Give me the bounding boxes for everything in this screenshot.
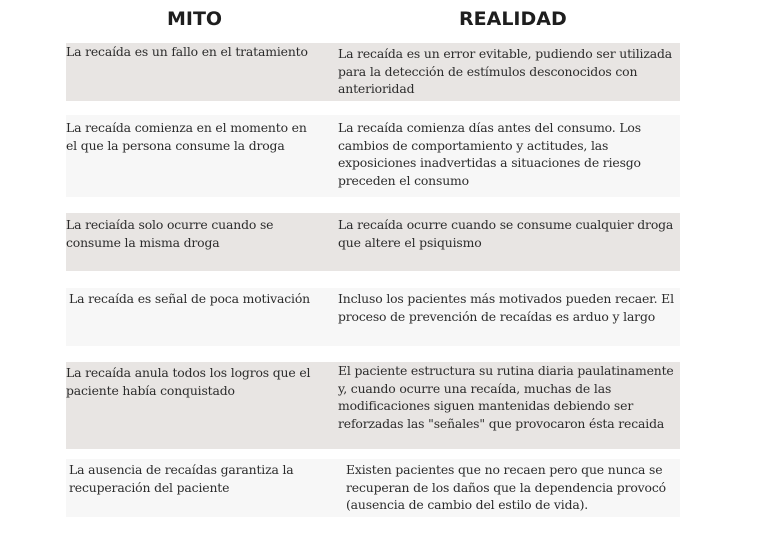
table-row — [66, 288, 680, 346]
table-row — [66, 213, 680, 271]
table-row — [66, 43, 680, 101]
reality-cell: La recaída ocurre cuando se consume cualquier droga que altere el psiquismo — [338, 217, 674, 250]
table-row — [66, 362, 680, 449]
reality-cell: El paciente estructura su rutina diaria paulatinamente y, cuando ocurre una recaída, muchas de las modificaciones siguen mantenidas debiendo ser reforzadas las "señales" que provocaron ésta recaida — [338, 363, 674, 431]
table-row — [66, 459, 680, 517]
reality-cell: La recaída comienza días antes del consumo. Los cambios de comportamiento y actitudes, las exposiciones inadvertidas a situaciones de riesgo preceden el consumo — [338, 120, 641, 188]
reality-cell: Existen pacientes que no recaen pero que nunca se recuperan de los daños que la dependencia provocó (ausencia de cambio del estilo de vida). — [346, 462, 666, 513]
myth-cell: La recaída es señal de poca motivación — [69, 291, 310, 306]
myth-column-header: MITO — [167, 8, 223, 30]
myth-cell: La recaída es un fallo en el tratamiento — [66, 44, 308, 59]
reality-column-header: REALIDAD — [459, 8, 567, 30]
myth-cell: La ausencia de recaídas garantiza la recuperación del paciente — [69, 462, 294, 495]
myth-cell: La recaída comienza en el momento en el que la persona consume la droga — [66, 120, 307, 153]
reality-cell: La recaída es un error evitable, pudiendo ser utilizada para la detección de estímulos desconocidos con anterioridad — [338, 46, 672, 97]
reality-cell: Incluso los pacientes más motivados pueden recaer. El proceso de prevención de recaídas es arduo y largo — [338, 291, 674, 324]
myth-cell: La recaída anula todos los logros que el paciente había conquistado — [66, 365, 311, 398]
table-row — [66, 115, 680, 197]
myth-cell: La reciaída solo ocurre cuando se consume la misma droga — [66, 217, 274, 250]
